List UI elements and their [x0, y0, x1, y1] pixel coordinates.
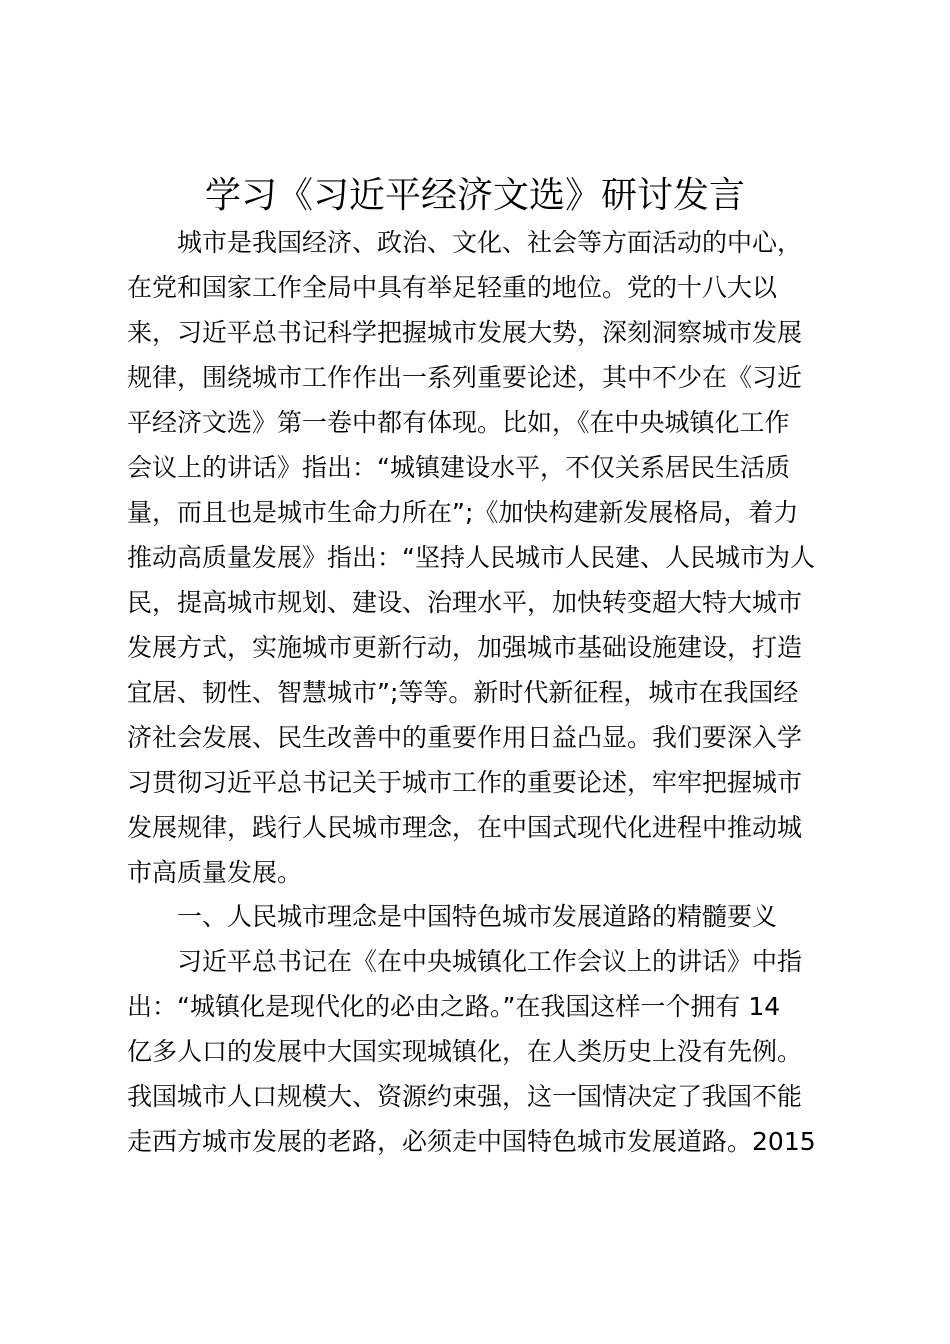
paragraph-line: 民，提高城市规划、建设、治理水平，加快转变超大特大城市	[127, 588, 803, 617]
paragraph-line: 规律，围绕城市工作作出一系列重要论述，其中不少在《习近	[127, 363, 803, 392]
paragraph-line: 来，习近平总书记科学把握城市发展大势，深刻洞察城市发展	[127, 318, 803, 347]
paragraph-line: 习近平总书记在《在中央城镇化工作会议上的讲话》中指	[177, 947, 803, 976]
paragraph-line: 宜居、韧性、智慧城市”;等等。新时代新征程，城市在我国经	[127, 678, 799, 707]
paragraph-line: 发展方式，实施城市更新行动，加强城市基础设施建设，打造	[127, 633, 803, 662]
paragraph-line: 亿多人口的发展中大国实现城镇化，在人类历史上没有先例。	[127, 1037, 803, 1066]
paragraph-line: 市高质量发展。	[127, 858, 303, 887]
paragraph-line: 平经济文选》第一卷中都有体现。比如，《在中央城镇化工作	[127, 408, 790, 437]
paragraph-line: 推动高质量发展》指出：“坚持人民城市人民建、人民城市为人	[127, 543, 815, 572]
paragraph-line: 习贯彻习近平总书记关于城市工作的重要论述，牢牢把握城市	[127, 768, 803, 797]
paragraph-line: 城市是我国经济、政治、文化、社会等方面活动的中心，	[177, 228, 803, 257]
paragraph-line: 走西方城市发展的老路，必须走中国特色城市发展道路。2015	[127, 1127, 816, 1156]
paragraph-line: 我国城市人口规模大、资源约束强，这一国情决定了我国不能	[127, 1082, 803, 1111]
section-heading: 一、人民城市理念是中国特色城市发展道路的精髓要义	[177, 902, 778, 931]
paragraph-line: 发展规律，践行人民城市理念，在中国式现代化进程中推动城	[127, 813, 803, 842]
paragraph-line: 出：“城镇化是现代化的必由之路。”在我国这样一个拥有 14	[127, 992, 781, 1021]
paragraph-line: 济社会发展、民生改善中的重要作用日益凸显。我们要深入学	[127, 723, 803, 752]
paragraph-line: 量，而且也是城市生命力所在”;《加快构建新发展格局，着力	[127, 498, 799, 527]
document-title: 学习《习近平经济文选》研讨发言	[204, 175, 745, 216]
paragraph-line: 会议上的讲话》指出：“城镇建设水平，不仅关系居民生活质	[127, 453, 790, 482]
paragraph-line: 在党和国家工作全局中具有举足轻重的地位。党的十八大以	[127, 273, 778, 302]
